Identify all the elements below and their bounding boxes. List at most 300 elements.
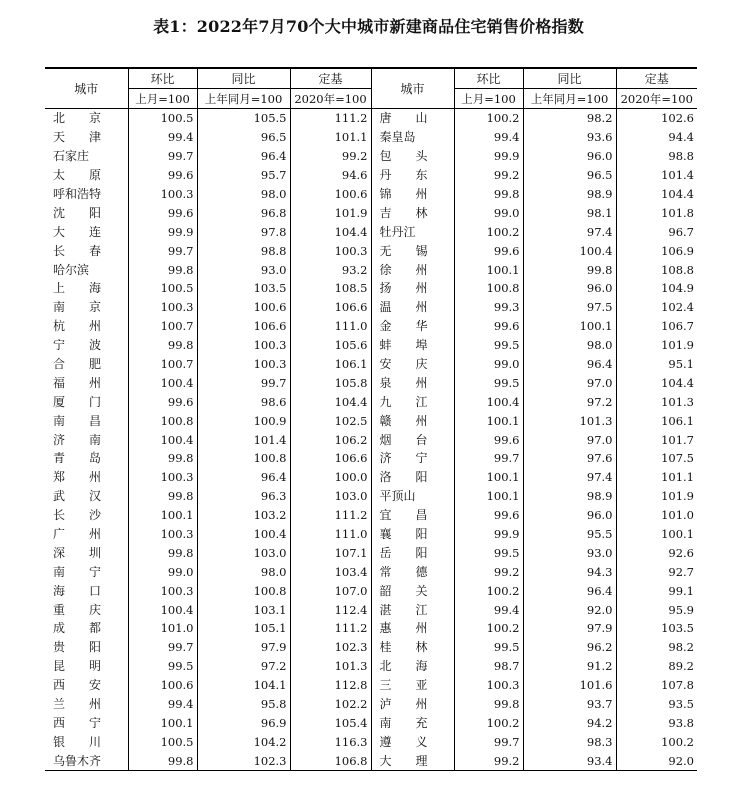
mom-index-right: 99.9 bbox=[454, 525, 523, 544]
mom-index-right: 99.8 bbox=[454, 185, 523, 204]
yoy-index-right: 97.6 bbox=[523, 449, 616, 468]
city-name-right: 九 江 bbox=[371, 392, 454, 411]
base-index-right: 101.9 bbox=[616, 336, 697, 355]
table-row bbox=[45, 543, 697, 562]
yoy-index-left: 100.8 bbox=[197, 581, 290, 600]
city-name-right: 包 头 bbox=[371, 147, 454, 166]
yoy-index-right: 96.2 bbox=[523, 638, 616, 657]
yoy-index-left: 97.8 bbox=[197, 222, 290, 241]
city-name-right: 南 充 bbox=[371, 714, 454, 733]
table-row bbox=[45, 166, 697, 185]
base-index-left: 107.1 bbox=[290, 543, 371, 562]
city-name-left: 南 京 bbox=[53, 300, 102, 315]
table-row bbox=[45, 751, 697, 770]
yoy-index-right: 97.4 bbox=[523, 468, 616, 487]
yoy-base-right: 上年同月=100 bbox=[523, 89, 616, 109]
city-name-left: 兰 州 bbox=[53, 697, 102, 712]
base-index-left: 101.1 bbox=[290, 128, 371, 147]
base-index-right: 101.4 bbox=[616, 166, 697, 185]
table-row bbox=[45, 336, 697, 355]
mom-index-right: 99.7 bbox=[454, 449, 523, 468]
yoy-index-right: 99.8 bbox=[523, 260, 616, 279]
base-index-left: 93.2 bbox=[290, 260, 371, 279]
city-name-right: 温 州 bbox=[371, 298, 454, 317]
table-row bbox=[45, 373, 697, 392]
mom-index-right: 99.5 bbox=[454, 543, 523, 562]
yoy-index-left: 96.9 bbox=[197, 714, 290, 733]
price-index-table-wrapper bbox=[45, 67, 697, 771]
mom-index-right: 99.7 bbox=[454, 732, 523, 751]
yoy-index-right: 97.4 bbox=[523, 222, 616, 241]
base-index-right: 104.9 bbox=[616, 279, 697, 298]
yoy-index-right: 96.5 bbox=[523, 166, 616, 185]
yoy-index-left: 103.2 bbox=[197, 506, 290, 525]
base-index-right: 92.0 bbox=[616, 751, 697, 770]
table-row bbox=[45, 147, 697, 166]
mom-index-right: 99.2 bbox=[454, 751, 523, 770]
base-index-right: 107.5 bbox=[616, 449, 697, 468]
mom-index-left: 101.0 bbox=[128, 619, 197, 638]
city-name-left: 南 宁 bbox=[53, 564, 102, 579]
table-row bbox=[45, 600, 697, 619]
city-name-right: 赣 州 bbox=[371, 411, 454, 430]
table-row bbox=[45, 392, 697, 411]
mom-index-left: 100.1 bbox=[128, 714, 197, 733]
yoy-index-right: 96.4 bbox=[523, 355, 616, 374]
base-index-left: 99.2 bbox=[290, 147, 371, 166]
mom-index-right: 99.4 bbox=[454, 600, 523, 619]
base-index-right: 101.3 bbox=[616, 392, 697, 411]
yoy-index-left: 99.7 bbox=[197, 373, 290, 392]
base-index-right: 95.9 bbox=[616, 600, 697, 619]
base-index-left: 111.2 bbox=[290, 506, 371, 525]
base-index-left: 103.0 bbox=[290, 487, 371, 506]
mom-index-right: 100.3 bbox=[454, 676, 523, 695]
yoy-header-right: 同比 bbox=[523, 68, 616, 89]
base-index-right: 92.7 bbox=[616, 562, 697, 581]
mom-index-left: 100.3 bbox=[128, 525, 197, 544]
yoy-index-right: 97.9 bbox=[523, 619, 616, 638]
base-index-right: 94.4 bbox=[616, 128, 697, 147]
yoy-index-right: 91.2 bbox=[523, 657, 616, 676]
mom-index-left: 100.5 bbox=[128, 109, 197, 128]
yoy-index-left: 96.4 bbox=[197, 468, 290, 487]
city-column-header-right: 城市 bbox=[371, 68, 454, 109]
table-row bbox=[45, 506, 697, 525]
city-name-right: 洛 阳 bbox=[371, 468, 454, 487]
base-index-right: 89.2 bbox=[616, 657, 697, 676]
base-index-right: 104.4 bbox=[616, 373, 697, 392]
city-name-left: 长 沙 bbox=[53, 508, 102, 523]
yoy-index-left: 97.9 bbox=[197, 638, 290, 657]
yoy-header-left: 同比 bbox=[197, 68, 290, 89]
mom-index-left: 99.6 bbox=[128, 166, 197, 185]
base-index-right: 101.9 bbox=[616, 487, 697, 506]
yoy-index-right: 94.3 bbox=[523, 562, 616, 581]
city-name-right: 金 华 bbox=[371, 317, 454, 336]
mom-index-left: 100.3 bbox=[128, 468, 197, 487]
yoy-index-right: 93.7 bbox=[523, 695, 616, 714]
mom-index-left: 100.5 bbox=[128, 279, 197, 298]
base-index-left: 108.5 bbox=[290, 279, 371, 298]
yoy-index-left: 93.0 bbox=[197, 260, 290, 279]
yoy-index-left: 103.1 bbox=[197, 600, 290, 619]
table-row bbox=[45, 298, 697, 317]
city-name-right: 惠 州 bbox=[371, 619, 454, 638]
base-index-left: 105.4 bbox=[290, 714, 371, 733]
mom-index-left: 100.3 bbox=[128, 298, 197, 317]
city-name-right: 桂 林 bbox=[371, 638, 454, 657]
city-name-right: 牡丹江 bbox=[371, 222, 454, 241]
yoy-index-left: 98.0 bbox=[197, 562, 290, 581]
city-name-left: 沈 阳 bbox=[53, 205, 102, 220]
base-index-right: 95.1 bbox=[616, 355, 697, 374]
mom-index-right: 100.2 bbox=[454, 581, 523, 600]
mom-index-left: 100.5 bbox=[128, 732, 197, 751]
mom-index-left: 99.7 bbox=[128, 638, 197, 657]
base-index-right: 101.7 bbox=[616, 430, 697, 449]
base-index-left: 102.3 bbox=[290, 638, 371, 657]
table-row bbox=[45, 676, 697, 695]
mom-index-left: 100.7 bbox=[128, 355, 197, 374]
mom-index-right: 100.2 bbox=[454, 109, 523, 128]
city-name-left: 银 川 bbox=[53, 734, 102, 749]
city-name-left: 武 汉 bbox=[53, 489, 102, 504]
city-name-right: 无 锡 bbox=[371, 241, 454, 260]
table-title: 表1：2022年7月70个大中城市新建商品住宅销售价格指数 bbox=[153, 17, 584, 36]
yoy-index-left: 102.3 bbox=[197, 751, 290, 770]
yoy-index-right: 101.6 bbox=[523, 676, 616, 695]
city-name-left: 宁 波 bbox=[53, 338, 102, 353]
base-header-right: 定基 bbox=[616, 68, 697, 89]
city-name-right: 襄 阳 bbox=[371, 525, 454, 544]
table-row bbox=[45, 279, 697, 298]
yoy-index-left: 100.8 bbox=[197, 449, 290, 468]
mom-index-right: 99.6 bbox=[454, 506, 523, 525]
mom-index-left: 99.7 bbox=[128, 241, 197, 260]
base-index-right: 107.8 bbox=[616, 676, 697, 695]
mom-index-right: 99.6 bbox=[454, 430, 523, 449]
base-index-left: 103.4 bbox=[290, 562, 371, 581]
mom-index-left: 99.6 bbox=[128, 203, 197, 222]
base-index-right: 93.5 bbox=[616, 695, 697, 714]
city-name-right: 韶 关 bbox=[371, 581, 454, 600]
base-index-left: 101.3 bbox=[290, 657, 371, 676]
base-index-right: 102.4 bbox=[616, 298, 697, 317]
city-name-left: 福 州 bbox=[53, 375, 102, 390]
city-name-left: 重 庆 bbox=[53, 602, 102, 617]
table-row bbox=[45, 411, 697, 430]
table-row bbox=[45, 468, 697, 487]
base-index-left: 107.0 bbox=[290, 581, 371, 600]
mom-index-left: 100.6 bbox=[128, 676, 197, 695]
table-row bbox=[45, 525, 697, 544]
base-index-left: 112.8 bbox=[290, 676, 371, 695]
yoy-index-right: 96.0 bbox=[523, 147, 616, 166]
base-index-left: 100.3 bbox=[290, 241, 371, 260]
base-index-right: 102.6 bbox=[616, 109, 697, 128]
mom-index-right: 100.2 bbox=[454, 714, 523, 733]
table-row bbox=[45, 430, 697, 449]
mom-index-right: 99.0 bbox=[454, 355, 523, 374]
table-row bbox=[45, 449, 697, 468]
mom-index-right: 99.5 bbox=[454, 336, 523, 355]
mom-index-left: 99.8 bbox=[128, 260, 197, 279]
base-index-left: 112.4 bbox=[290, 600, 371, 619]
mom-index-left: 99.9 bbox=[128, 222, 197, 241]
mom-index-left: 100.1 bbox=[128, 506, 197, 525]
yoy-index-left: 104.1 bbox=[197, 676, 290, 695]
mom-index-right: 99.9 bbox=[454, 147, 523, 166]
city-name-left: 深 圳 bbox=[53, 545, 102, 560]
yoy-index-right: 96.0 bbox=[523, 506, 616, 525]
yoy-index-right: 96.4 bbox=[523, 581, 616, 600]
table-row bbox=[45, 657, 697, 676]
city-name-right: 蚌 埠 bbox=[371, 336, 454, 355]
city-name-left: 青 岛 bbox=[53, 451, 102, 466]
yoy-index-right: 98.1 bbox=[523, 203, 616, 222]
city-name-left: 合 肥 bbox=[53, 357, 102, 372]
table-row bbox=[45, 487, 697, 506]
mom-index-right: 98.7 bbox=[454, 657, 523, 676]
yoy-index-right: 98.9 bbox=[523, 185, 616, 204]
city-name-left: 厦 门 bbox=[53, 394, 102, 409]
yoy-index-right: 98.3 bbox=[523, 732, 616, 751]
base-index-right: 106.7 bbox=[616, 317, 697, 336]
fixed-base-right: 2020年=100 bbox=[616, 89, 697, 109]
mom-index-right: 100.1 bbox=[454, 487, 523, 506]
table-row bbox=[45, 732, 697, 751]
mom-index-right: 99.6 bbox=[454, 317, 523, 336]
yoy-index-left: 104.2 bbox=[197, 732, 290, 751]
yoy-index-left: 105.1 bbox=[197, 619, 290, 638]
mom-index-right: 99.5 bbox=[454, 638, 523, 657]
table-row bbox=[45, 714, 697, 733]
base-index-left: 94.6 bbox=[290, 166, 371, 185]
city-name-right: 湛 江 bbox=[371, 600, 454, 619]
yoy-index-left: 100.4 bbox=[197, 525, 290, 544]
city-name-left: 南 昌 bbox=[53, 413, 102, 428]
city-name-right: 烟 台 bbox=[371, 430, 454, 449]
yoy-index-left: 96.5 bbox=[197, 128, 290, 147]
table-row bbox=[45, 638, 697, 657]
header-row-groups bbox=[45, 68, 697, 89]
table-row bbox=[45, 222, 697, 241]
table-row bbox=[45, 185, 697, 204]
yoy-index-left: 100.3 bbox=[197, 336, 290, 355]
yoy-index-left: 97.2 bbox=[197, 657, 290, 676]
mom-index-right: 99.2 bbox=[454, 166, 523, 185]
base-index-left: 116.3 bbox=[290, 732, 371, 751]
city-name-left: 昆 明 bbox=[53, 659, 102, 674]
table-row bbox=[45, 260, 697, 279]
table-body bbox=[45, 109, 697, 771]
mom-header-right: 环比 bbox=[454, 68, 523, 89]
yoy-index-right: 94.2 bbox=[523, 714, 616, 733]
mom-index-right: 100.2 bbox=[454, 619, 523, 638]
city-name-left: 呼和浩特 bbox=[53, 187, 102, 201]
base-index-left: 101.9 bbox=[290, 203, 371, 222]
city-name-left: 西 安 bbox=[53, 678, 102, 693]
base-index-left: 111.0 bbox=[290, 525, 371, 544]
base-index-left: 106.6 bbox=[290, 298, 371, 317]
base-index-right: 93.8 bbox=[616, 714, 697, 733]
mom-index-left: 99.7 bbox=[128, 147, 197, 166]
yoy-index-right: 95.5 bbox=[523, 525, 616, 544]
mom-index-left: 99.8 bbox=[128, 487, 197, 506]
city-name-right: 唐 山 bbox=[371, 109, 454, 128]
city-name-right: 常 德 bbox=[371, 562, 454, 581]
mom-index-left: 99.8 bbox=[128, 751, 197, 770]
yoy-index-right: 93.4 bbox=[523, 751, 616, 770]
city-name-right: 济 宁 bbox=[371, 449, 454, 468]
mom-index-left: 100.3 bbox=[128, 185, 197, 204]
yoy-index-left: 96.4 bbox=[197, 147, 290, 166]
base-index-right: 100.2 bbox=[616, 732, 697, 751]
base-index-left: 100.6 bbox=[290, 185, 371, 204]
city-name-left: 上 海 bbox=[53, 281, 102, 296]
yoy-index-right: 97.2 bbox=[523, 392, 616, 411]
base-index-right: 98.8 bbox=[616, 147, 697, 166]
yoy-index-left: 105.5 bbox=[197, 109, 290, 128]
base-index-right: 108.8 bbox=[616, 260, 697, 279]
city-name-right: 平顶山 bbox=[371, 487, 454, 506]
mom-index-right: 99.6 bbox=[454, 241, 523, 260]
yoy-index-left: 98.8 bbox=[197, 241, 290, 260]
city-name-right: 大 理 bbox=[371, 751, 454, 770]
yoy-index-left: 103.5 bbox=[197, 279, 290, 298]
yoy-index-left: 98.6 bbox=[197, 392, 290, 411]
city-name-right: 北 海 bbox=[371, 657, 454, 676]
base-index-left: 100.0 bbox=[290, 468, 371, 487]
mom-index-left: 100.4 bbox=[128, 430, 197, 449]
yoy-index-left: 100.9 bbox=[197, 411, 290, 430]
city-name-left: 太 原 bbox=[53, 168, 102, 183]
mom-index-left: 99.4 bbox=[128, 695, 197, 714]
city-name-left: 大 连 bbox=[53, 224, 102, 239]
mom-index-right: 100.4 bbox=[454, 392, 523, 411]
table-row bbox=[45, 695, 697, 714]
mom-index-left: 99.8 bbox=[128, 336, 197, 355]
base-index-right: 98.2 bbox=[616, 638, 697, 657]
yoy-index-left: 98.0 bbox=[197, 185, 290, 204]
city-name-right: 安 庆 bbox=[371, 355, 454, 374]
yoy-index-right: 93.0 bbox=[523, 543, 616, 562]
base-index-right: 101.1 bbox=[616, 468, 697, 487]
city-name-right: 锦 州 bbox=[371, 185, 454, 204]
city-name-left: 成 都 bbox=[53, 621, 102, 636]
city-name-right: 三 亚 bbox=[371, 676, 454, 695]
mom-base-right: 上月=100 bbox=[454, 89, 523, 109]
yoy-index-right: 101.3 bbox=[523, 411, 616, 430]
table-row bbox=[45, 241, 697, 260]
base-index-right: 106.9 bbox=[616, 241, 697, 260]
mom-index-left: 99.5 bbox=[128, 657, 197, 676]
city-column-header-left: 城市 bbox=[45, 68, 128, 109]
yoy-index-left: 95.8 bbox=[197, 695, 290, 714]
base-index-right: 106.1 bbox=[616, 411, 697, 430]
city-name-right: 秦皇岛 bbox=[371, 128, 454, 147]
yoy-index-left: 96.3 bbox=[197, 487, 290, 506]
yoy-index-right: 97.5 bbox=[523, 298, 616, 317]
city-name-left: 长 春 bbox=[53, 243, 102, 258]
mom-index-right: 100.1 bbox=[454, 260, 523, 279]
yoy-index-left: 101.4 bbox=[197, 430, 290, 449]
city-name-left: 西 宁 bbox=[53, 715, 102, 730]
city-name-right: 泉 州 bbox=[371, 373, 454, 392]
mom-index-right: 100.1 bbox=[454, 468, 523, 487]
base-index-right: 99.1 bbox=[616, 581, 697, 600]
base-index-left: 106.8 bbox=[290, 751, 371, 770]
base-index-right: 101.8 bbox=[616, 203, 697, 222]
city-name-left: 哈尔滨 bbox=[53, 262, 90, 277]
mom-index-left: 99.8 bbox=[128, 449, 197, 468]
yoy-index-left: 96.8 bbox=[197, 203, 290, 222]
base-index-left: 104.4 bbox=[290, 222, 371, 241]
base-index-left: 111.2 bbox=[290, 619, 371, 638]
city-name-left: 天 津 bbox=[53, 130, 102, 145]
mom-index-right: 100.8 bbox=[454, 279, 523, 298]
mom-index-right: 99.4 bbox=[454, 128, 523, 147]
base-index-left: 106.1 bbox=[290, 355, 371, 374]
base-header-left: 定基 bbox=[290, 68, 371, 89]
base-index-left: 111.0 bbox=[290, 317, 371, 336]
base-index-left: 104.4 bbox=[290, 392, 371, 411]
yoy-base-left: 上年同月=100 bbox=[197, 89, 290, 109]
city-name-right: 遵 义 bbox=[371, 732, 454, 751]
mom-index-left: 99.8 bbox=[128, 543, 197, 562]
yoy-index-left: 106.6 bbox=[197, 317, 290, 336]
base-index-right: 103.5 bbox=[616, 619, 697, 638]
city-name-left: 济 南 bbox=[53, 432, 102, 447]
base-index-right: 104.4 bbox=[616, 185, 697, 204]
yoy-index-right: 96.0 bbox=[523, 279, 616, 298]
base-index-right: 100.1 bbox=[616, 525, 697, 544]
yoy-index-right: 97.0 bbox=[523, 373, 616, 392]
table-row bbox=[45, 203, 697, 222]
yoy-index-right: 98.0 bbox=[523, 336, 616, 355]
yoy-index-right: 98.9 bbox=[523, 487, 616, 506]
mom-index-left: 99.6 bbox=[128, 392, 197, 411]
mom-index-left: 100.4 bbox=[128, 600, 197, 619]
base-index-left: 106.2 bbox=[290, 430, 371, 449]
mom-index-right: 100.2 bbox=[454, 222, 523, 241]
base-index-left: 105.6 bbox=[290, 336, 371, 355]
mom-index-right: 99.3 bbox=[454, 298, 523, 317]
city-name-left: 北 京 bbox=[53, 111, 102, 126]
table-row bbox=[45, 128, 697, 147]
base-index-right: 101.0 bbox=[616, 506, 697, 525]
city-name-right: 扬 州 bbox=[371, 279, 454, 298]
yoy-index-right: 97.0 bbox=[523, 430, 616, 449]
table-row bbox=[45, 562, 697, 581]
base-index-left: 111.2 bbox=[290, 109, 371, 128]
mom-index-left: 100.3 bbox=[128, 581, 197, 600]
city-name-right: 吉 林 bbox=[371, 203, 454, 222]
fixed-base-left: 2020年=100 bbox=[290, 89, 371, 109]
mom-index-left: 99.0 bbox=[128, 562, 197, 581]
table-row bbox=[45, 581, 697, 600]
city-name-left: 杭 州 bbox=[53, 319, 102, 334]
mom-index-left: 99.4 bbox=[128, 128, 197, 147]
yoy-index-left: 100.3 bbox=[197, 355, 290, 374]
mom-index-left: 100.7 bbox=[128, 317, 197, 336]
mom-index-right: 99.5 bbox=[454, 373, 523, 392]
mom-index-right: 99.2 bbox=[454, 562, 523, 581]
city-name-right: 岳 阳 bbox=[371, 543, 454, 562]
yoy-index-right: 98.2 bbox=[523, 109, 616, 128]
yoy-index-right: 92.0 bbox=[523, 600, 616, 619]
